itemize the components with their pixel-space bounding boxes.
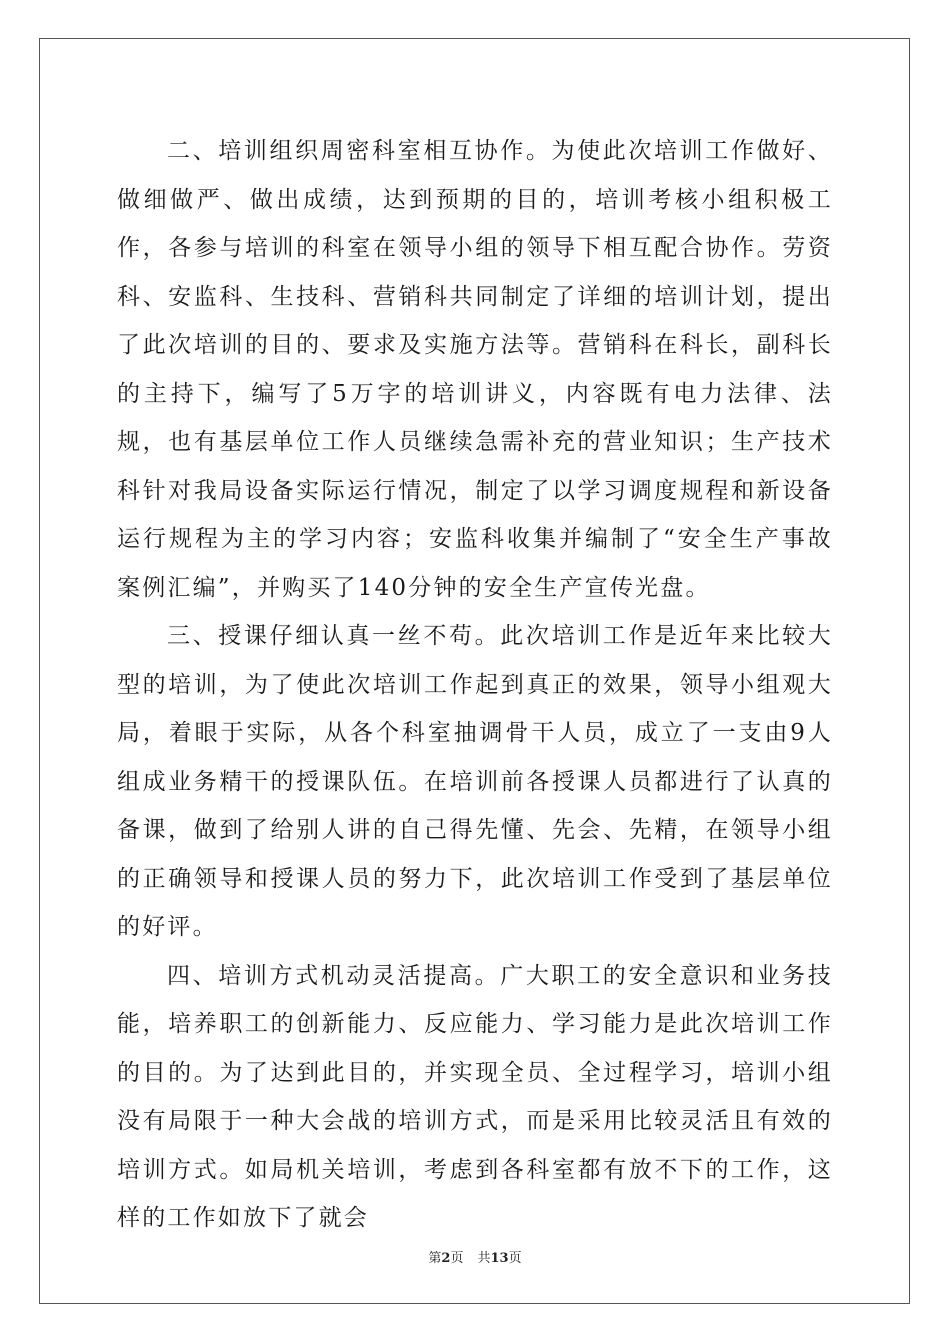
total-pages: 13: [490, 1251, 509, 1266]
page-suffix: 页: [450, 1251, 464, 1266]
page-number: 2: [441, 1251, 451, 1266]
total-prefix: 共: [477, 1251, 491, 1266]
paragraph-section-four: 四、培训方式机动灵活提高。广大职工的安全意识和业务技能，培养职工的创新能力、反应能力、学习能力是此次培训工作的目的。为了达到此目的，并实现全员、全过程学习，培训小组没有局限于一种大会战的培训方式，而是采用比较灵活且有效的培训方式。如局机关培训，考虑到各科室都有放不下的工作，这样的工作如放下了就会: [117, 962, 833, 1231]
document-body: [117, 127, 833, 1243]
total-suffix: 页: [508, 1251, 522, 1266]
paragraph-section-three: 三、授课仔细认真一丝不苟。此次培训工作是近年来比较大型的培训，为了使此次培训工作起到真正的效果，领导小组观大局，着眼于实际，从各个科室抽调骨干人员，成立了一支由9人组成业务精干的授课队伍。在培训前各授课人员都进行了认真的备课，做到了给别人讲的自己得先懂、先会、先精，在领导小组的正确领导和授课人员的努力下，此次培训工作受到了基层单位的好评。: [117, 623, 833, 940]
page-prefix: 第: [428, 1251, 442, 1266]
paragraph-section-two: 二、培训组织周密科室相互协作。为使此次培训工作做好、做细做严、做出成绩，达到预期的目的，培训考核小组积极工作，各参与培训的科室在领导小组的领导下相互配合协作。劳资科、安监科、生技科、营销科共同制定了详细的培训计划，提出了此次培训的目的、要求及实施方法等。营销科在科长，副科长的主持下，编写了5万字的培训讲义，内容既有电力法律、法规，也有基层单位工作人员继续急需补充的营业知识；生产技术科针对我局设备实际运行情况，制定了以学习调度规程和新设备运行规程为主的学习内容；安监科收集并编制了“安全生产事故案例汇编”，并购买了140分钟的安全生产宣传光盘。: [117, 138, 833, 601]
page-footer: [0, 1247, 950, 1266]
